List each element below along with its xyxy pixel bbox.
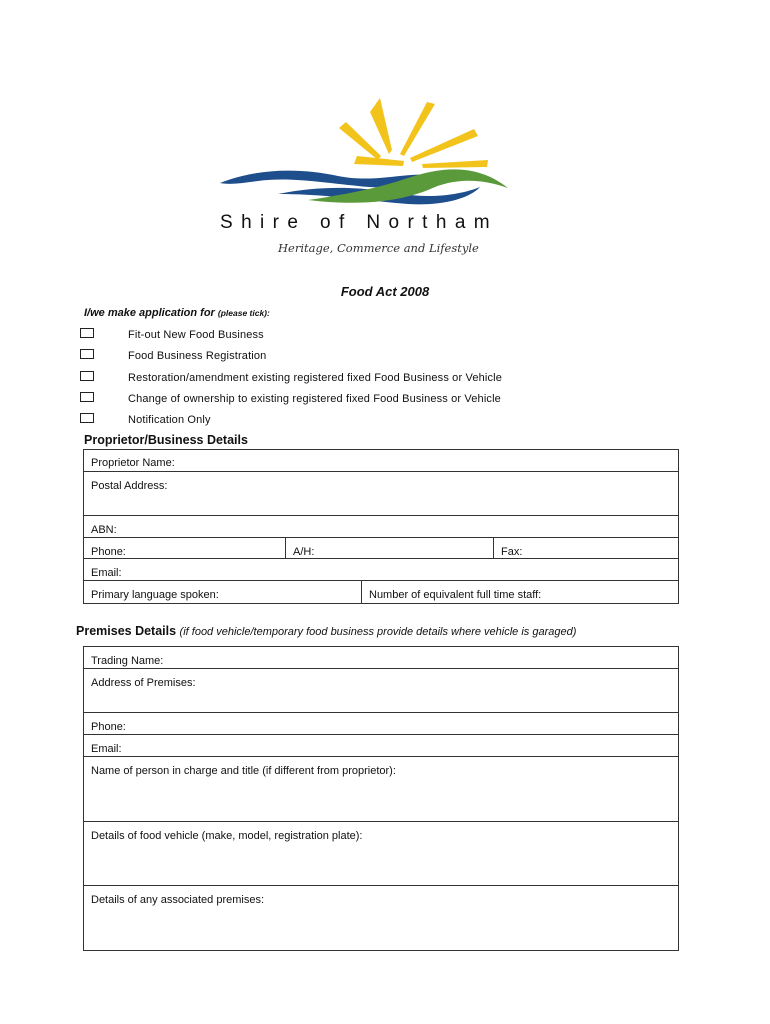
- food-vehicle-field[interactable]: [84, 822, 678, 886]
- field-label: Address of Premises:: [91, 677, 196, 689]
- field-label: Number of equivalent full time staff:: [369, 589, 542, 601]
- option-fitout: [80, 326, 600, 347]
- phone-field[interactable]: [84, 538, 286, 558]
- checkbox[interactable]: [80, 328, 94, 338]
- field-label: Phone:: [91, 721, 126, 733]
- sun-rays-icon: [339, 98, 488, 168]
- option-label: Restoration/amendment existing registered fixed Food Business or Vehicle: [128, 371, 502, 384]
- logo-name: Shire of Northam: [220, 212, 499, 233]
- premises-address-field[interactable]: [84, 669, 678, 713]
- application-intro: [84, 307, 270, 319]
- application-options: [80, 326, 600, 432]
- field-label: A/H:: [293, 546, 315, 558]
- language-row: [84, 581, 678, 603]
- field-label: Name of person in charge and title (if different from proprietor):: [91, 765, 396, 777]
- person-in-charge-field[interactable]: [84, 757, 678, 822]
- abn-field[interactable]: [84, 516, 678, 538]
- option-restoration: [80, 369, 600, 390]
- premises-note: (if food vehicle/temporary food business provide details where vehicle is garaged): [179, 626, 577, 638]
- intro-note: (please tick):: [217, 308, 270, 318]
- field-label: Trading Name:: [91, 655, 164, 667]
- field-label: Details of food vehicle (make, model, registration plate):: [91, 830, 363, 842]
- sun-and-waves-icon: [218, 98, 513, 210]
- option-label: Fit-out New Food Business: [128, 329, 264, 341]
- staff-field[interactable]: [362, 581, 678, 603]
- option-label: Notification Only: [128, 414, 211, 427]
- option-change-ownership: [80, 390, 600, 411]
- premises-heading: [76, 624, 576, 638]
- premises-heading-text: Premises Details: [76, 624, 177, 638]
- checkbox[interactable]: [80, 413, 94, 423]
- field-label: ABN:: [91, 524, 117, 536]
- premises-email-field[interactable]: [84, 735, 678, 757]
- postal-address-field[interactable]: [84, 472, 678, 516]
- field-label: Phone:: [91, 546, 126, 558]
- option-registration: [80, 347, 600, 368]
- ah-field[interactable]: [286, 538, 494, 558]
- field-label: Fax:: [501, 546, 523, 558]
- field-label: Email:: [91, 743, 122, 755]
- checkbox[interactable]: [80, 349, 94, 359]
- shire-logo: [218, 98, 513, 263]
- intro-text: I/we make application for: [84, 307, 218, 319]
- option-label: Food Business Registration: [128, 350, 267, 363]
- option-notification: [80, 411, 600, 432]
- premises-table: [83, 646, 679, 951]
- logo-tagline: Heritage, Commerce and Lifestyle: [278, 241, 479, 255]
- field-label: Primary language spoken:: [91, 589, 219, 601]
- page-title: Food Act 2008: [340, 284, 430, 299]
- proprietor-name-field[interactable]: [84, 450, 678, 472]
- trading-name-field[interactable]: [84, 647, 678, 669]
- proprietor-table: [83, 449, 679, 604]
- fax-field[interactable]: [494, 538, 678, 558]
- language-field[interactable]: [84, 581, 362, 603]
- premises-phone-field[interactable]: [84, 713, 678, 735]
- option-label: Change of ownership to existing registered fixed Food Business or Vehicle: [128, 392, 501, 405]
- field-label: Proprietor Name:: [91, 457, 175, 469]
- phone-row: [84, 538, 678, 559]
- field-label: Postal Address:: [91, 480, 168, 492]
- proprietor-heading: Proprietor/Business Details: [84, 433, 248, 447]
- checkbox[interactable]: [80, 392, 94, 402]
- checkbox[interactable]: [80, 371, 94, 381]
- associated-premises-field[interactable]: [84, 886, 678, 950]
- field-label: Details of any associated premises:: [91, 894, 265, 906]
- email-field[interactable]: [84, 559, 678, 581]
- field-label: Email:: [91, 567, 122, 579]
